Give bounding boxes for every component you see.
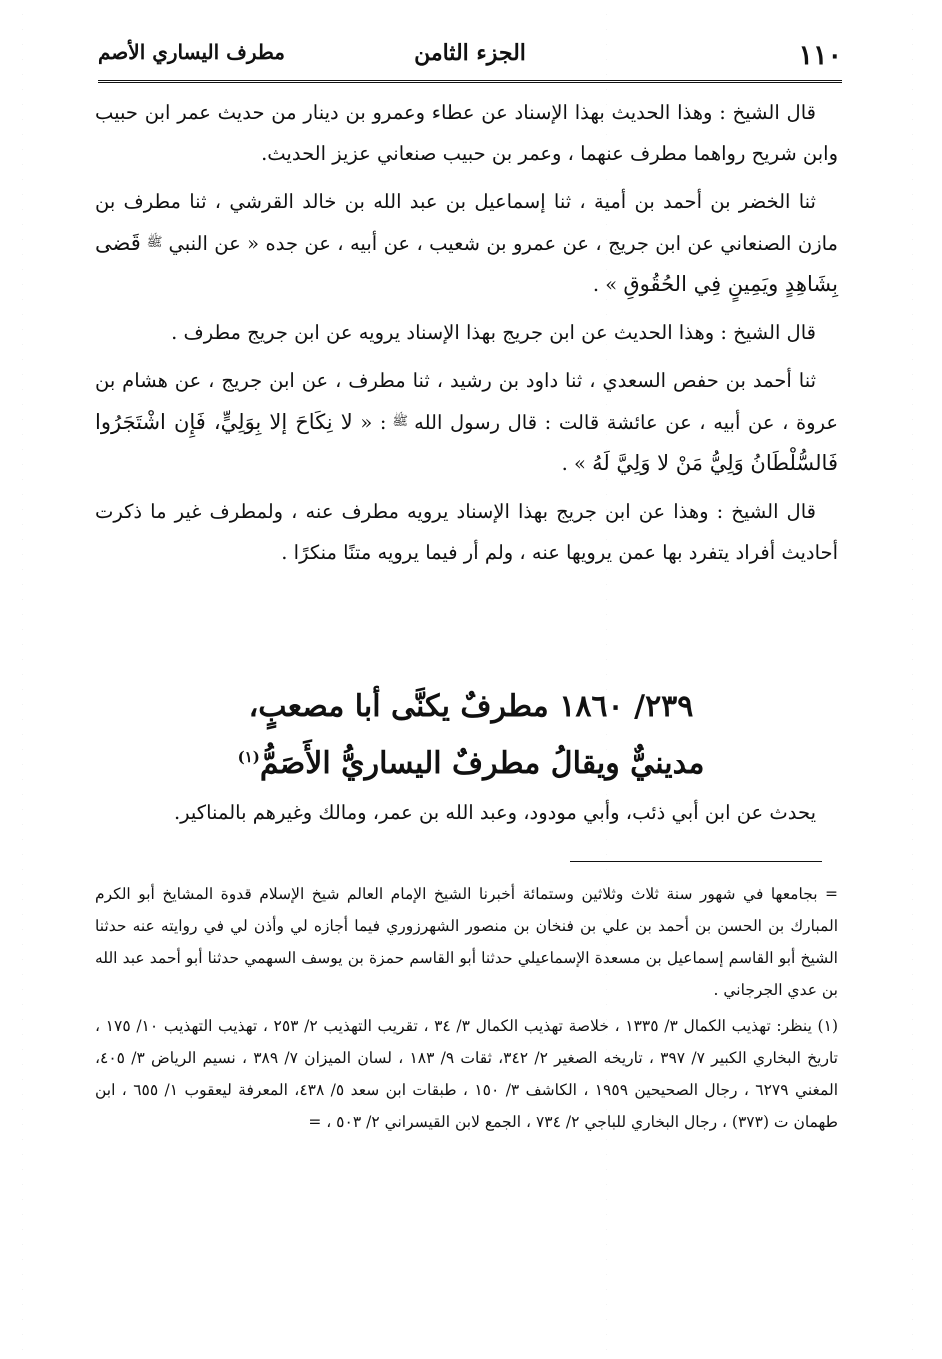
footnote-separator <box>570 861 822 862</box>
paragraph: قال الشيخ : وهذا عن ابن جريج بهذا الإسناد يرويه مطرف عنه ، ولمطرف غير ما ذكرت أحاديث أفراد يتفرد بها عمن يرويها عنه ، ولم أر فيما يرويه متنًا منكرًا . <box>95 500 838 564</box>
paragraph-text: ثنا الخضر بن أحمد بن أمية ، ثنا إسماعيل بن عبد الله بن خالد القرشي ، ثنا مطرف بن مازن الصنعاني عن ابن جريج ، عن عمرو بن شعيب ، عن أبيه ، عن جده « عن النبي <box>95 190 838 255</box>
quote-close: » . <box>561 452 586 475</box>
entry-heading-line-2 <box>130 732 812 789</box>
footnote-1: (١) ينظر: تهذيب الكمال ٣/ ١٣٣٥ ، خلاصة تهذيب الكمال ٣/ ٣٤ ، تقريب التهذيب ٢/ ٢٥٣ ، تهذيب التهذيب ١٠/ ١٧٥ ، تاريخ البخاري الكبير ٧/ ٣٩٧ ، تاريخه الصغير ٢/ ٣٤٢، ثقات ٩/ ١٨٣ ، لسان الميزان ٧/ ٣٨٩ ، نسيم الرياض ٣/ ٤٠٥، المغني ٦٢٧٩ ، رجال الصحيحين ١٩٥٩ ، الكاشف ٣/ ١٥٠ ، طبقات ابن سعد ٥/ ٤٣٨، المعرفة ليعقوب ١/ ٦٥٥ ، ابن طهمان ت (٣٧٣) ، رجال البخاري للباجي ٢/ ٧٣٤ ، الجمع لابن القيسراني ٢/ ٥٠٣ ، = <box>95 1017 839 1131</box>
quote-open: : « <box>360 411 387 434</box>
paragraph: قال الشيخ : وهذا الحديث بهذا الإسناد عن عطاء وعمرو بن دينار من حديث عمر ابن حبيب وابن شريح رواهما مطرف عنهما ، وعمر بن حبيب صنعاني عزيز الحديث. <box>95 101 838 165</box>
paragraph <box>95 181 838 305</box>
paragraph <box>95 360 838 484</box>
entry-heading-line-1: ٢٣٩/ ١٨٦٠ مطرفٌ يكنَّى أبا مصعبٍ، <box>248 689 694 724</box>
salutation-glyph: ﷺ <box>146 235 163 250</box>
footnote-continuation: = بجامعها في شهور سنة ثلاث وثلاثين وستمائة أخبرنا الشيخ الإمام العالم شيخ الإسلام قدوة المشايخ أبو الكرم المبارك بن الحسن بن أحمد بن علي بن فنخان بن منصور الشهرزوري فيما أجازه لي وأذن لي في روايته عنه حدثنا الشيخ أبو القاسم إسماعيل بن مسعدة الإسماعيلي حدثنا أبو القاسم حمزة بن يوسف السهمي حدثنا أبو أحمد عبد الله بن عدي الجرجاني . <box>95 885 838 999</box>
header-rule <box>98 80 842 83</box>
paragraph: قال الشيخ : وهذا الحديث عن ابن جريج بهذا الإسناد يرويه عن ابن جريج مطرف . <box>171 321 816 344</box>
paragraph-text: ثنا أحمد بن حفص السعدي ، ثنا داود بن رشيد ، ثنا مطرف ، عن ابن جريج ، عن هشام بن عروة ، عن أبيه ، عن عائشة قالت : قال رسول الله <box>95 369 838 434</box>
running-title: مطرف اليساري الأصم <box>98 40 286 64</box>
main-text <box>95 92 838 580</box>
page-number: ١١٠ <box>798 40 842 71</box>
hadith-text: قَضى بِشَاهِدٍ ويَمِينٍ فِي الحُقُوقِ <box>95 231 838 296</box>
entry-description: يحدث عن ابن أبي ذئب، وأبي مودود، وعبد الله بن عمر، ومالك وغيرهم بالمناكير. <box>173 801 816 824</box>
footnotes <box>95 878 838 1142</box>
quote-close: » . <box>592 273 618 296</box>
running-header <box>98 36 842 78</box>
hadith-text: لا نِكَاحَ إلا بِوَلِيٍّ، فَإِن اشْتَجَرُوا فَالسُّلْطَانُ وَلِيُّ مَنْ لا وَلِيَّ لَهُ <box>95 410 838 475</box>
entry-name: مدينيٌّ ويقالُ مطرفٌ اليساريُّ الأَصَمُّ <box>259 746 705 781</box>
part-label: الجزء الثامن <box>414 40 526 66</box>
salutation-glyph: ﷺ <box>392 414 409 429</box>
entry-heading <box>130 682 812 789</box>
footnote-ref: (١) <box>237 748 260 766</box>
